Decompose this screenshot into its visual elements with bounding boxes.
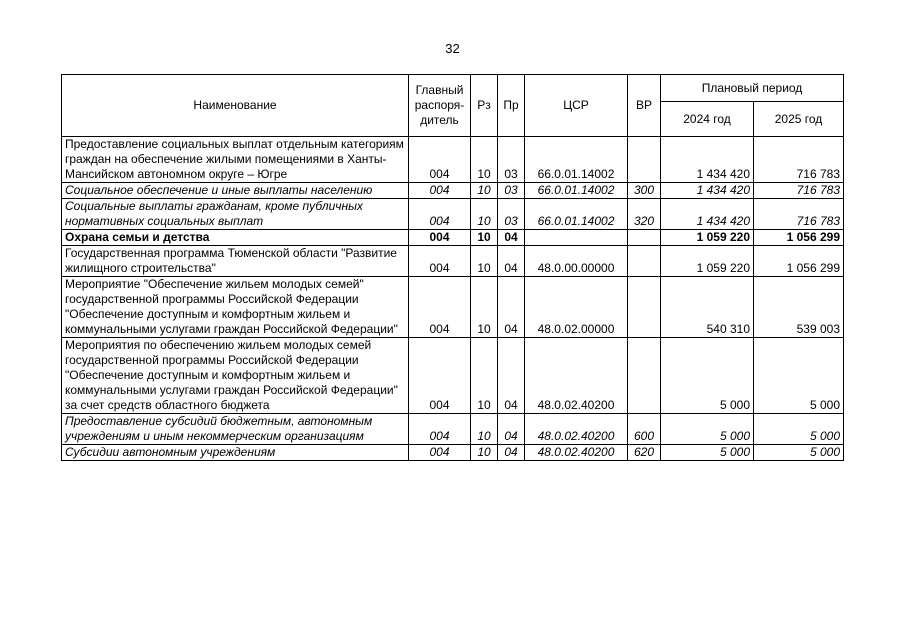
cell-2025: 5 000 [754,338,844,414]
table-row [62,445,844,461]
cell-vr: 300 [628,183,661,199]
cell-manager: 004 [409,183,471,199]
cell-rz: 10 [471,414,498,445]
cell-manager: 004 [409,277,471,338]
cell-csr: 66.0.01.14002 [525,137,628,183]
cell-name: Государственная программа Тюменской области "Развитие жилищного строительства" [62,246,409,277]
cell-2025: 5 000 [754,445,844,461]
cell-vr [628,277,661,338]
budget-table [61,74,844,461]
header-vr: ВР [628,75,661,137]
cell-2025: 1 056 299 [754,246,844,277]
cell-name: Предоставление субсидий бюджетным, автономным учреждениям и иным некоммерческим организациям [62,414,409,445]
cell-pr: 04 [498,445,525,461]
cell-manager: 004 [409,445,471,461]
table-row [62,230,844,246]
cell-csr: 48.0.00.00000 [525,246,628,277]
cell-pr: 04 [498,277,525,338]
cell-pr: 04 [498,414,525,445]
cell-2025: 539 003 [754,277,844,338]
cell-csr: 48.0.02.00000 [525,277,628,338]
table-row [62,338,844,414]
cell-vr [628,137,661,183]
header-rz: Рз [471,75,498,137]
cell-manager: 004 [409,414,471,445]
header-period: Плановый период [661,75,844,102]
cell-vr: 320 [628,199,661,230]
cell-vr [628,338,661,414]
table-row [62,183,844,199]
page-number: 32 [445,41,460,56]
cell-2024: 5 000 [661,414,754,445]
cell-manager: 004 [409,230,471,246]
table-row [62,414,844,445]
cell-2024: 1 059 220 [661,230,754,246]
cell-vr: 620 [628,445,661,461]
table-row [62,137,844,183]
cell-manager: 004 [409,246,471,277]
cell-name: Социальное обеспечение и иные выплаты населению [62,183,409,199]
cell-pr: 04 [498,338,525,414]
cell-pr: 03 [498,183,525,199]
table-row [62,246,844,277]
cell-2024: 1 059 220 [661,246,754,277]
header-csr: ЦСР [525,75,628,137]
cell-name: Предоставление социальных выплат отдельным категориям граждан на обеспечение жилыми помещениями в Ханты-Мансийском автономном округе – Югре [62,137,409,183]
cell-rz: 10 [471,230,498,246]
cell-pr: 04 [498,246,525,277]
header-manager: Главный распоря-дитель [409,75,471,137]
cell-manager: 004 [409,338,471,414]
cell-rz: 10 [471,445,498,461]
table-row [62,199,844,230]
cell-pr: 03 [498,199,525,230]
cell-name: Субсидии автономным учреждениям [62,445,409,461]
cell-csr: 48.0.02.40200 [525,414,628,445]
cell-csr [525,230,628,246]
cell-manager: 004 [409,199,471,230]
header-year-2024: 2024 год [661,102,754,137]
cell-csr: 48.0.02.40200 [525,338,628,414]
cell-name: Социальные выплаты гражданам, кроме публичных нормативных социальных выплат [62,199,409,230]
cell-2025: 716 783 [754,199,844,230]
cell-2024: 5 000 [661,338,754,414]
cell-manager: 004 [409,137,471,183]
cell-2025: 5 000 [754,414,844,445]
cell-vr [628,246,661,277]
cell-rz: 10 [471,277,498,338]
cell-2024: 1 434 420 [661,199,754,230]
cell-2024: 1 434 420 [661,183,754,199]
cell-rz: 10 [471,246,498,277]
cell-csr: 66.0.01.14002 [525,199,628,230]
cell-rz: 10 [471,199,498,230]
cell-rz: 10 [471,338,498,414]
header-year-2025: 2025 год [754,102,844,137]
header-name: Наименование [62,75,409,137]
table-row [62,277,844,338]
cell-rz: 10 [471,183,498,199]
cell-pr: 04 [498,230,525,246]
cell-name: Мероприятия по обеспечению жильем молодых семей государственной программы Российской Федерации "Обеспечение доступным и комфортным жильем и коммунальными услугами граждан Российской Федерации" за счет средств областного бюджета [62,338,409,414]
header-pr: Пр [498,75,525,137]
cell-vr [628,230,661,246]
cell-csr: 66.0.01.14002 [525,183,628,199]
cell-2025: 716 783 [754,183,844,199]
cell-2024: 5 000 [661,445,754,461]
cell-2024: 540 310 [661,277,754,338]
table-body [62,137,844,461]
cell-vr: 600 [628,414,661,445]
cell-2025: 1 056 299 [754,230,844,246]
cell-csr: 48.0.02.40200 [525,445,628,461]
cell-2024: 1 434 420 [661,137,754,183]
cell-rz: 10 [471,137,498,183]
cell-name: Мероприятие "Обеспечение жильем молодых семей" государственной программы Российской Федерации "Обеспечение доступным и комфортным жильем и коммунальными услугами граждан Российской Федерации" [62,277,409,338]
cell-2025: 716 783 [754,137,844,183]
cell-name: Охрана семьи и детства [62,230,409,246]
cell-pr: 03 [498,137,525,183]
